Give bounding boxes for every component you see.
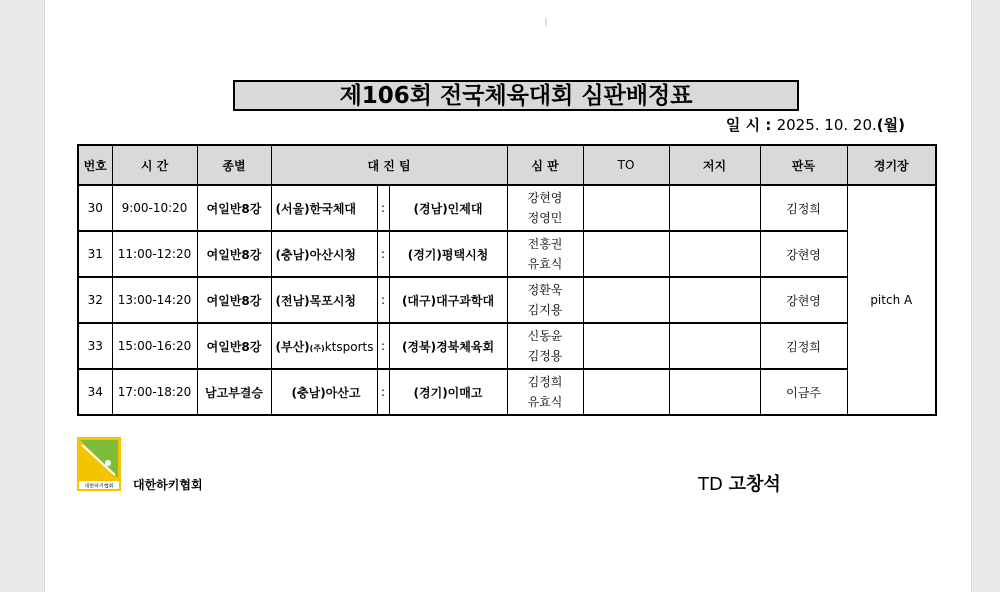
row-team-a [271, 323, 377, 369]
document-page [44, 0, 972, 592]
td-name: 고창석 [728, 474, 781, 495]
row-team-a: (충남)아산시청 [271, 231, 377, 277]
row-team-b: (경남)인제대 [389, 185, 507, 231]
row-to [583, 323, 669, 369]
logo-ball [105, 460, 111, 466]
row-time: 9:00-10:20 [112, 185, 197, 231]
row-event: 여일반8강 [197, 323, 271, 369]
row-team-a: (전남)목포시청 [271, 277, 377, 323]
row-event: 남고부결승 [197, 369, 271, 415]
date-label: 일 시 : [725, 116, 772, 134]
team-a-prefix: (부산) [275, 339, 310, 354]
venue-cell: pitch A [847, 185, 936, 415]
td-label: TD [698, 474, 723, 495]
row-event: 여일반8강 [197, 231, 271, 277]
row-to [583, 231, 669, 277]
referee-1: 신동윤 [527, 329, 563, 343]
referee-2: 유효식 [527, 257, 563, 271]
referee-1: 강현영 [527, 191, 563, 205]
referee-2: 유효식 [527, 395, 563, 409]
table-row [78, 185, 936, 231]
date-line [726, 114, 905, 135]
header-reviewer: 판독 [760, 145, 847, 185]
row-no: 32 [78, 277, 112, 323]
row-to [583, 185, 669, 231]
row-time: 11:00-12:20 [112, 231, 197, 277]
team-a-small: (주) [309, 343, 325, 353]
row-judge [669, 185, 760, 231]
header-referee: 심 판 [507, 145, 583, 185]
row-separator: : [377, 277, 389, 323]
row-reviewer: 이금주 [760, 369, 847, 415]
header-no: 번호 [78, 145, 112, 185]
referee-2: 정영민 [527, 211, 563, 225]
referee-1: 정환욱 [527, 283, 563, 297]
row-reviewer: 강현영 [760, 277, 847, 323]
td-signature [698, 470, 781, 496]
row-judge [669, 369, 760, 415]
row-reviewer: 김정희 [760, 185, 847, 231]
row-separator: : [377, 185, 389, 231]
row-to [583, 277, 669, 323]
row-referees [507, 277, 583, 323]
table-header-row [78, 145, 936, 185]
row-team-b: (대구)대구과학대 [389, 277, 507, 323]
logo-caption: 대한하키협회 [84, 483, 114, 490]
header-venue: 경기장 [847, 145, 936, 185]
organization-name: 대한하키협회 [133, 478, 203, 492]
date-value: 2025. 10. 20. [776, 116, 877, 134]
referee-1: 전홍권 [527, 237, 563, 251]
row-time: 15:00-16:20 [112, 323, 197, 369]
page-marker [545, 18, 547, 26]
row-time: 13:00-14:20 [112, 277, 197, 323]
row-reviewer: 김정희 [760, 323, 847, 369]
referee-2: 김정용 [527, 349, 563, 363]
row-no: 34 [78, 369, 112, 415]
row-time: 17:00-18:20 [112, 369, 197, 415]
row-no: 30 [78, 185, 112, 231]
hockey-association-logo-icon [77, 437, 121, 491]
row-no: 33 [78, 323, 112, 369]
row-judge [669, 323, 760, 369]
row-referees [507, 185, 583, 231]
row-team-b: (경기)평택시청 [389, 231, 507, 277]
row-event: 여일반8강 [197, 185, 271, 231]
header-matchup: 대 진 팀 [271, 145, 507, 185]
row-reviewer: 강현영 [760, 231, 847, 277]
row-team-b: (경기)이매고 [389, 369, 507, 415]
schedule-table [77, 144, 937, 416]
header-judge: 저지 [669, 145, 760, 185]
row-team-a: (서울)한국체대 [271, 185, 377, 231]
row-team-b: (경북)경북체육회 [389, 323, 507, 369]
row-referees [507, 231, 583, 277]
table-row [78, 323, 936, 369]
row-referees [507, 369, 583, 415]
row-separator: : [377, 369, 389, 415]
row-event: 여일반8강 [197, 277, 271, 323]
row-no: 31 [78, 231, 112, 277]
row-judge [669, 231, 760, 277]
header-time: 시 간 [112, 145, 197, 185]
table-row [78, 231, 936, 277]
row-team-a: (충남)아산고 [271, 369, 377, 415]
row-judge [669, 277, 760, 323]
date-day: (월) [876, 116, 905, 134]
row-to [583, 369, 669, 415]
row-referees [507, 323, 583, 369]
header-to: TO [583, 145, 669, 185]
team-a-name: ktsports [324, 339, 374, 354]
referee-1: 김정희 [527, 375, 563, 389]
document-title: 제106회 전국체육대회 심판배정표 [233, 80, 799, 111]
table-row [78, 277, 936, 323]
row-separator: : [377, 231, 389, 277]
table-row [78, 369, 936, 415]
row-separator: : [377, 323, 389, 369]
header-event: 종별 [197, 145, 271, 185]
referee-2: 김지용 [527, 303, 563, 317]
